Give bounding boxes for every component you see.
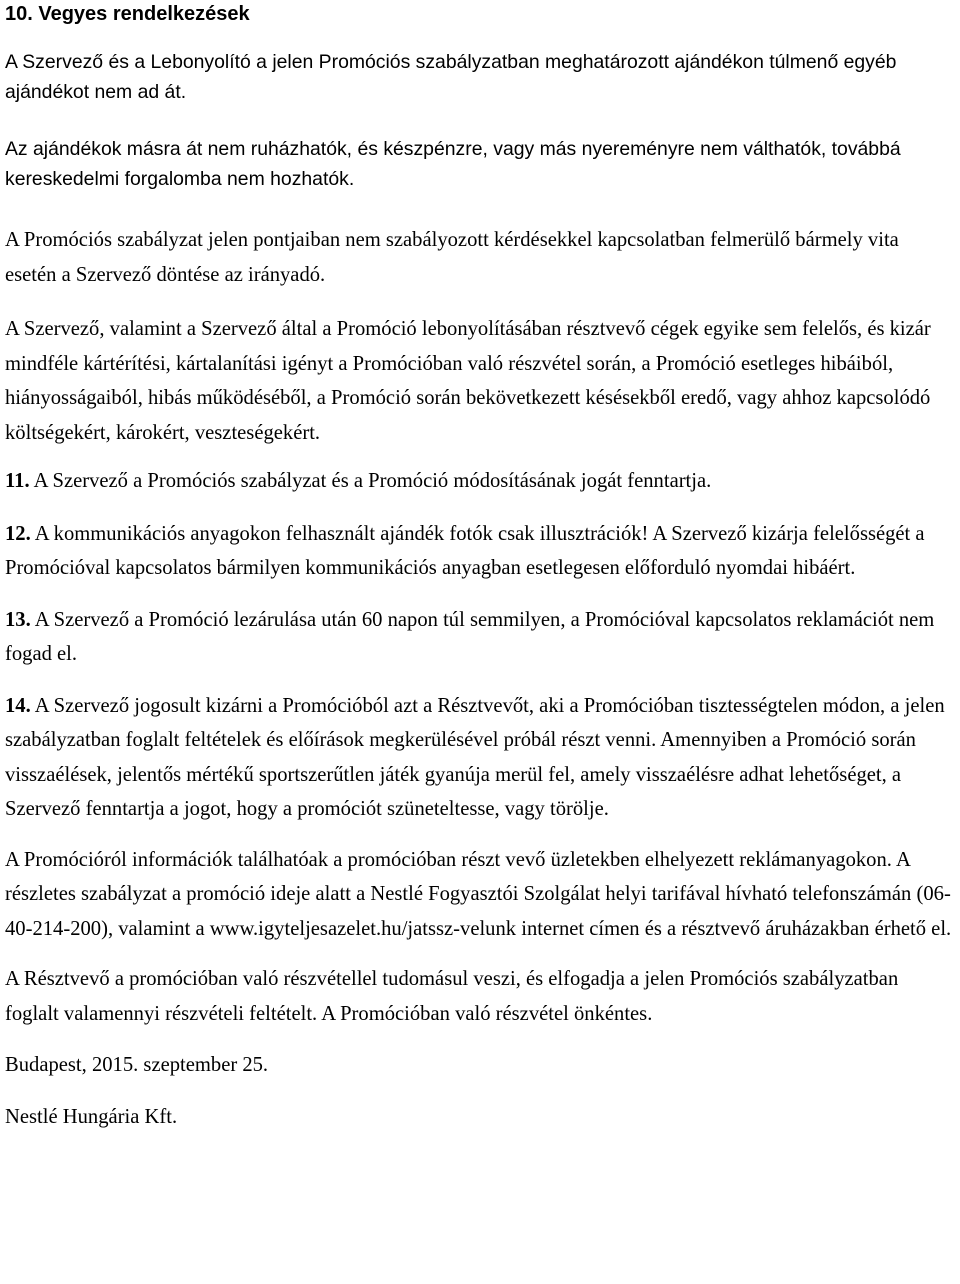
document-date: Budapest, 2015. szeptember 25. (5, 1054, 269, 1076)
paragraph-acceptance: A Résztvevő a promócióban való részvétellel tudomásul veszi, és elfogadja a jelen Promóciós szabályzatban foglalt valamennyi részvételi feltételt. A Promócióban való részvétel önkéntes. (5, 968, 899, 1025)
document-page (5, 0, 955, 1134)
section-12-paragraph (5, 517, 955, 586)
section-12-text: A kommunikációs anyagokon felhasznált ajándék fotók csak illusztrációk! A Szervező kizárja felelősségét a Promócióval kapcsolatos bármilyen kommunikációs anyagban esetlegesen előforduló nyomdai hibáért. (5, 522, 925, 579)
section-13-paragraph (5, 603, 955, 672)
company-signature: Nestlé Hungária Kft. (5, 1105, 178, 1128)
section-13-number: 13. (5, 608, 31, 631)
paragraph-disputes: A Promóciós szabályzat jelen pontjaiban nem szabályozott kérdésekkel kapcsolatban felmerülő bármely vita esetén a Szervező döntése az irányadó. (5, 229, 899, 286)
section-10-heading: 10. Vegyes rendelkezések (5, 3, 250, 25)
section-14-number: 14. (5, 694, 31, 717)
section-12-number: 12. (5, 522, 31, 545)
section-14-paragraph (5, 689, 955, 827)
paragraph-no-extra-gifts: A Szervező és a Lebonyolító a jelen Promóciós szabályzatban meghatározott ajándékon túlmenő egyéb ajándékot nem ad át. (5, 51, 897, 103)
section-11-paragraph (5, 464, 955, 499)
section-11-text: A Szervező a Promóciós szabályzat és a Promóció módosításának jogát fenntartja. (29, 470, 712, 492)
paragraph-promotion-info: A Promócióról információk találhatóak a promócióban részt vevő üzletekben elhelyezett reklámanyagokon. A részletes szabályzat a promóció ideje alatt a Nestlé Fogyasztói Szolgálat helyi tarifával hívható telefonszámán (06-40-214-200), valamint a www.igyteljesazelet.hu/jatssz-velunk internet címen és a résztvevő áruházakban érhető el. (5, 848, 952, 940)
paragraph-gifts-not-transferable: Az ajándékok másra át nem ruházhatók, és készpénzre, vagy más nyereményre nem válthatók, továbbá kereskedelmi forgalomba nem hozhatók. (5, 138, 901, 190)
paragraph-liability: A Szervező, valamint a Szervező által a Promóció lebonyolításában résztvevő cégek egyike sem felelős, és kizár mindféle kártérítési, kártalanítási igényt a Promócióban való részvétel során, a Promóció esetleges hibáiból, hiányosságaiból, hibás működéséből, a Promóció során bekövetkezett késésekből eredő, vagy ahhoz kapcsolódó költségekért, károkért, veszteségekért. (5, 318, 931, 444)
section-11-number: 11. (5, 470, 30, 492)
section-14-text: A Szervező jogosult kizárni a Promócióból azt a Résztvevőt, aki a Promócióban tisztességtelen módon, a jelen szabályzatban foglalt feltételek és előírások megkerülésével próbál részt venni. Amennyiben a Promóció során visszaélések, jelentős mértékű sportszerűtlen játék gyanúja merül fel, amely visszaélésre adhat lehetőséget, a Szervező fenntartja a jogot, hogy a promóciót szüneteltesse, vagy törölje. (5, 694, 945, 820)
section-13-text: A Szervező a Promóció lezárulása után 60 napon túl semmilyen, a Promócióval kapcsolatos reklamációt nem fogad el. (5, 608, 935, 665)
